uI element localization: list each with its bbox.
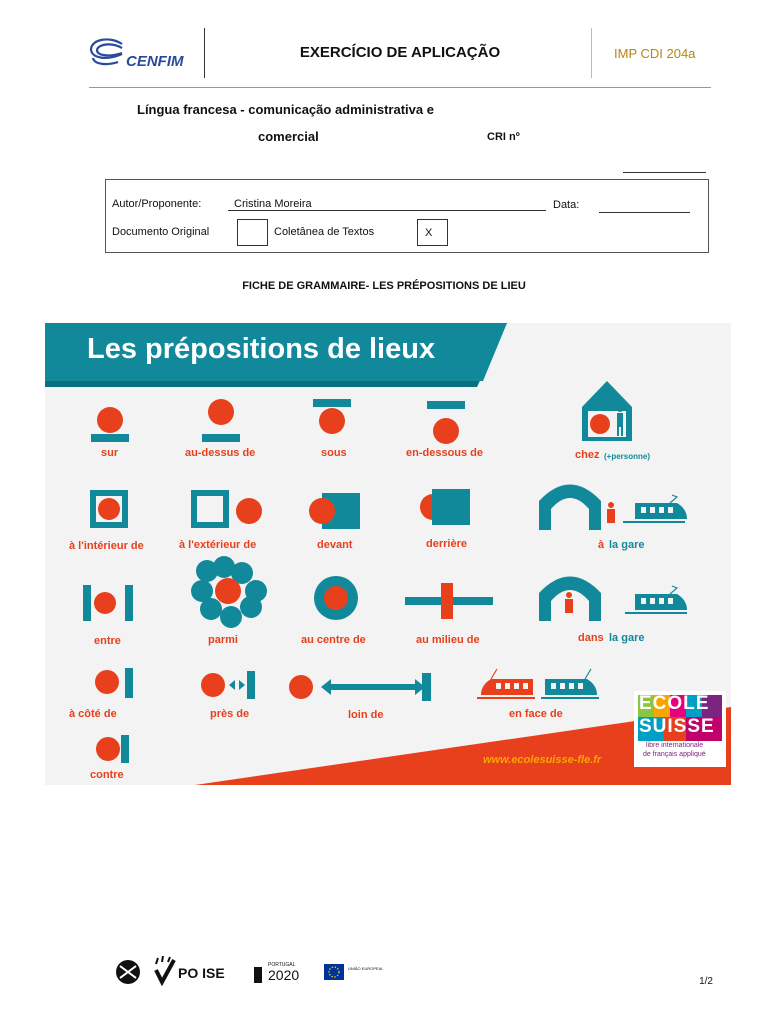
author-label: Autor/Proponente: xyxy=(112,198,202,210)
label-chez: chez xyxy=(575,449,600,461)
row-3-icons xyxy=(83,556,687,628)
label-interieur: à l'intérieur de xyxy=(69,540,144,552)
website-link[interactable]: www.ecolesuisse-fle.fr xyxy=(483,754,602,766)
label-face: en face de xyxy=(509,708,563,720)
cenfim-logo xyxy=(88,36,188,72)
label-dans: dans xyxy=(578,632,604,644)
row-2-icons xyxy=(90,485,687,531)
label-exterieur: à l'extérieur de xyxy=(179,539,257,551)
header-rule xyxy=(89,87,711,88)
coletanea-label: Coletânea de Textos xyxy=(274,226,375,238)
date-label: Data: xyxy=(553,199,580,211)
doc-original-checkbox[interactable] xyxy=(237,219,268,246)
label-gare-2: la gare xyxy=(609,632,645,644)
portugal-2020-logo-text: 2020 xyxy=(268,967,300,983)
header-divider-right xyxy=(591,28,592,78)
school-subtitle-2: de français appliqué xyxy=(643,751,706,758)
school-name-2: SUISSE xyxy=(639,716,715,737)
school-name-1: ÉCOLE xyxy=(639,693,710,714)
date-field[interactable] xyxy=(599,212,690,213)
label-au-dessus: au-dessus de xyxy=(185,447,256,459)
label-devant: devant xyxy=(317,539,353,551)
label-contre: contre xyxy=(90,769,124,781)
label-gare-1: la gare xyxy=(609,539,645,551)
cri-label: CRI nº xyxy=(487,131,520,143)
footer-logos xyxy=(108,956,388,986)
label-chez-note: (+personne) xyxy=(604,452,651,461)
document-code: IMP CDI 204a xyxy=(614,46,696,61)
prepositions-infographic xyxy=(45,323,731,785)
author-field[interactable]: Cristina Moreira xyxy=(228,198,546,211)
subject-line-2: comercial xyxy=(258,129,319,144)
banner-title: Les prépositions de lieux xyxy=(87,333,436,365)
label-entre: entre xyxy=(94,635,121,647)
label-sous: sous xyxy=(321,447,347,459)
label-en-dessous: en-dessous de xyxy=(406,447,484,459)
label-centre: au centre de xyxy=(301,634,366,646)
label-pres: près de xyxy=(210,708,250,720)
label-sur: sur xyxy=(101,447,119,459)
poise-logo-text: PO ISE xyxy=(178,965,225,981)
document-title: EXERCÍCIO DE APLICAÇÃO xyxy=(299,44,501,61)
coletanea-checkbox[interactable]: X xyxy=(417,219,448,246)
cri-field-line[interactable] xyxy=(623,172,706,173)
fiche-title: FICHE DE GRAMMAIRE- LES PRÉPOSITIONS DE LIEU xyxy=(242,280,526,292)
label-loin: loin de xyxy=(348,709,384,721)
school-subtitle-1: libre internationale xyxy=(646,742,704,749)
label-a-la: à xyxy=(598,539,605,551)
label-cote: à côté de xyxy=(69,708,117,720)
subject-line-1: Língua francesa - comunicação administrativa e xyxy=(137,102,434,117)
portugal-logo-text: PORTUGAL xyxy=(268,962,296,968)
eu-logo-text: UNIÃO EUROPEIA xyxy=(348,966,383,971)
label-milieu: au milieu de xyxy=(416,634,480,646)
doc-original-label: Documento Original xyxy=(112,226,210,238)
logo-text: CENFIM xyxy=(126,53,184,70)
label-parmi: parmi xyxy=(208,634,238,646)
header-divider-left xyxy=(204,28,205,78)
label-derriere: derrière xyxy=(426,538,467,550)
page-number: 1/2 xyxy=(699,976,713,987)
author-form xyxy=(105,179,709,253)
row-1-icons xyxy=(91,381,632,444)
